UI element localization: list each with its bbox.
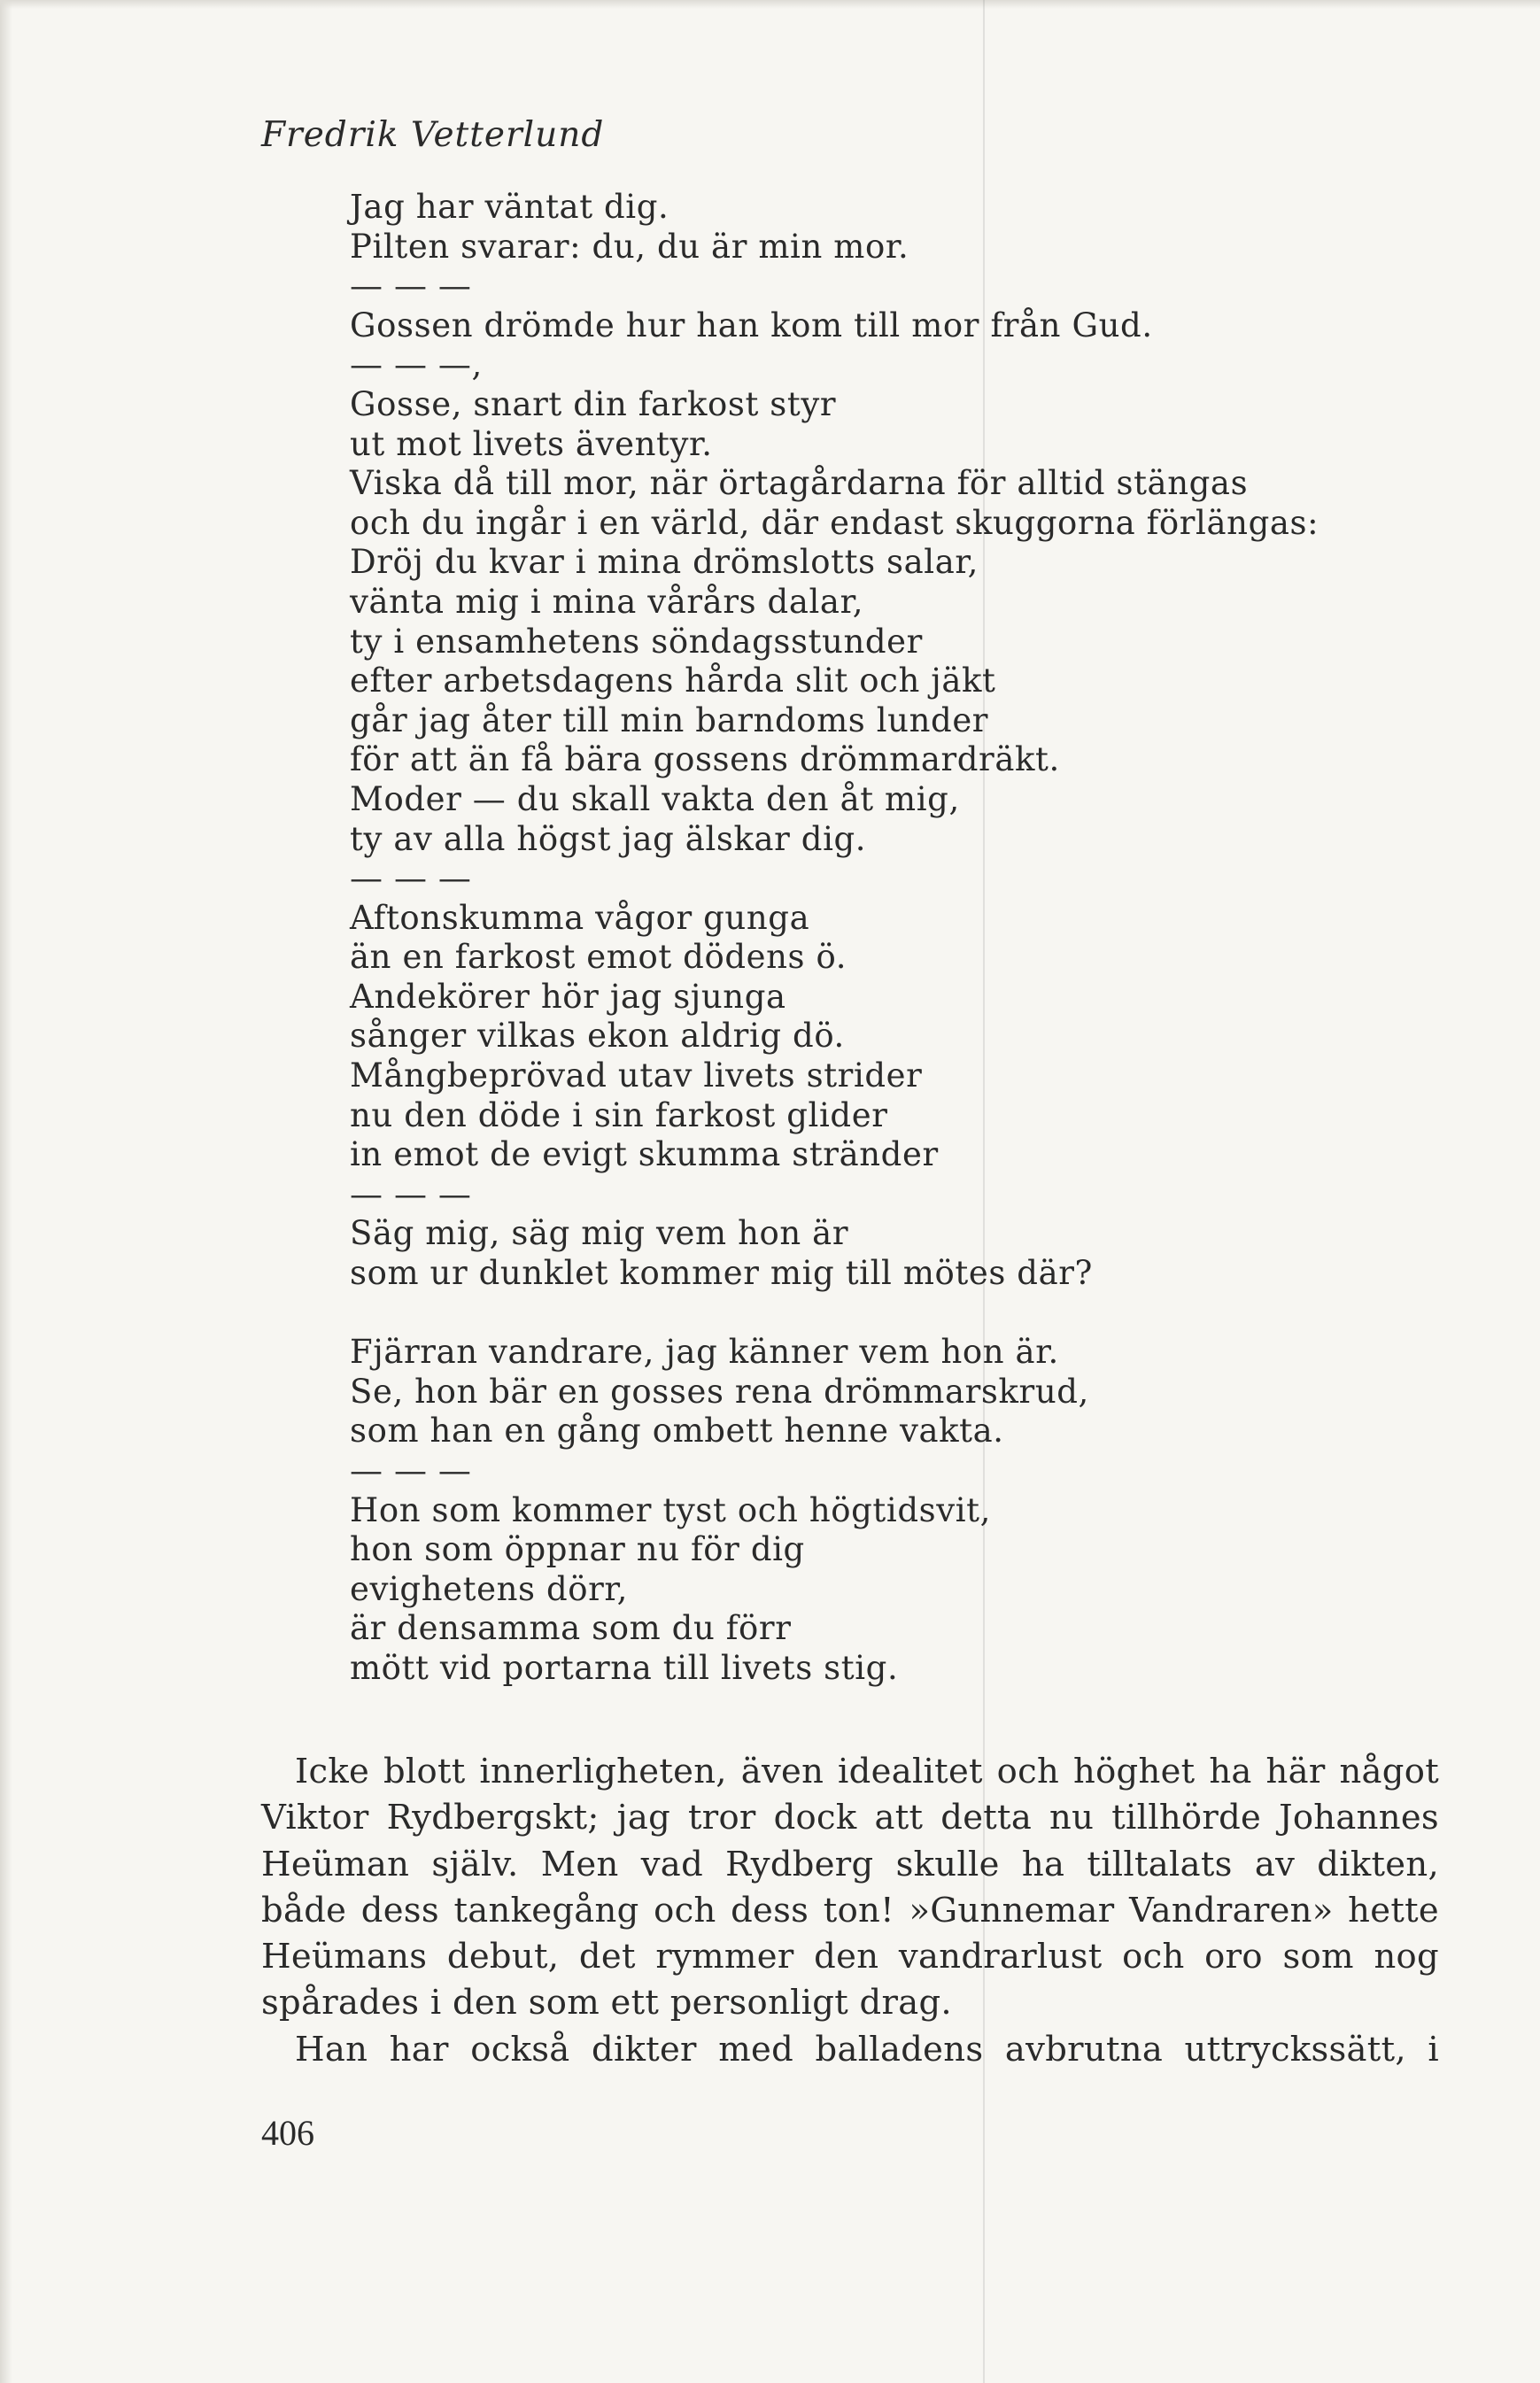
stanza-gap — [350, 1294, 1457, 1334]
poem-line: Säg mig, säg mig vem hon är — [350, 1214, 849, 1253]
prose-line: Icke blott innerligheten, även idealitet och höghet ha här något — [295, 1752, 1439, 1791]
poem-line: ty i ensamhetens söndagsstunder — [350, 622, 923, 661]
poem-line: för att än få bära gossens drömmardräkt. — [350, 740, 1060, 779]
poem-line: Se, hon bär en gosses rena drömmarskrud, — [350, 1372, 1089, 1411]
page-number: 406 — [261, 2113, 314, 2153]
poem-line: och du ingår i en värld, där endast skuggorna förlängas: — [350, 503, 1319, 542]
poem-line: som ur dunklet kommer mig till mötes där? — [350, 1254, 1093, 1293]
poem-line: Viska då till mor, när örtagårdarna för alltid stängas — [350, 464, 1249, 503]
poem-line: ut mot livets äventyr. — [350, 424, 713, 463]
poem-block — [350, 188, 1457, 1689]
poem-line: Andekörer hör jag sjunga — [350, 977, 786, 1016]
poem-line: är densamma som du förr — [350, 1609, 792, 1648]
prose-line: Heüman själv. Men vad Rydberg skulle ha tilltalats av dikten, — [261, 1844, 1439, 1884]
page-edge-shadow — [0, 0, 12, 2383]
section-divider: — — — — [350, 1174, 472, 1213]
poem-line: än en farkost emot dödens ö. — [350, 938, 847, 977]
prose-line: Viktor Rydbergskt; jag tror dock att detta nu tillhörde Johannes — [261, 1798, 1439, 1838]
page-top-shadow — [0, 0, 1540, 9]
poem-line: mött vid portarna till livets stig. — [350, 1648, 899, 1687]
poem-line: nu den döde i sin farkost glider — [350, 1095, 888, 1134]
poem-line: in emot de evigt skumma stränder — [350, 1135, 939, 1174]
prose-block — [261, 1749, 1439, 2073]
poem-line: Hon som kommer tyst och högtidsvit, — [350, 1490, 991, 1529]
poem-line: sånger vilkas ekon aldrig dö. — [350, 1017, 845, 1056]
poem-line: evighetens dörr, — [350, 1569, 629, 1608]
poem-line: Fjärran vandrare, jag känner vem hon är. — [350, 1333, 1059, 1372]
poem-line: hon som öppnar nu för dig — [350, 1530, 805, 1569]
running-head: Fredrik Vetterlund — [261, 115, 605, 155]
section-divider: — — — — [350, 267, 472, 306]
poem-line: Dröj du kvar i mina drömslotts salar, — [350, 543, 979, 582]
poem-line: som han en gång ombett henne vakta. — [350, 1412, 1004, 1451]
poem-line: Pilten svarar: du, du är min mor. — [350, 227, 909, 266]
poem-line: vänta mig i mina vårårs dalar, — [350, 582, 864, 621]
poem-line: ty av alla högst jag älskar dig. — [350, 819, 867, 858]
poem-line: Jag har väntat dig. — [350, 188, 669, 226]
poem-line: går jag åter till min barndoms lunder — [350, 700, 989, 739]
section-divider: — — — — [350, 1451, 472, 1489]
poem-line: Gossen drömde hur han kom till mor från Gud. — [350, 306, 1153, 344]
section-divider: — — — — [350, 859, 472, 898]
poem-line: Gosse, snart din farkost styr — [350, 384, 837, 423]
prose-line: spårades i den som ett personligt drag. — [261, 1983, 952, 2023]
section-divider: — — —, — [350, 345, 483, 384]
prose-line: Heümans debut, det rymmer den vandrarlust och oro som nog — [261, 1937, 1439, 1977]
prose-line: både dess tankegång och dess ton! »Gunnemar Vandraren» hette — [261, 1890, 1439, 1930]
poem-line: Aftonskumma vågor gunga — [350, 898, 810, 937]
poem-line: efter arbetsdagens hårda slit och jäkt — [350, 662, 996, 700]
poem-line: Mångbeprövad utav livets strider — [350, 1056, 923, 1095]
prose-line: Han har också dikter med balladens avbrutna uttryckssätt, i — [295, 2029, 1439, 2070]
poem-line: Moder — du skall vakta den åt mig, — [350, 779, 960, 818]
